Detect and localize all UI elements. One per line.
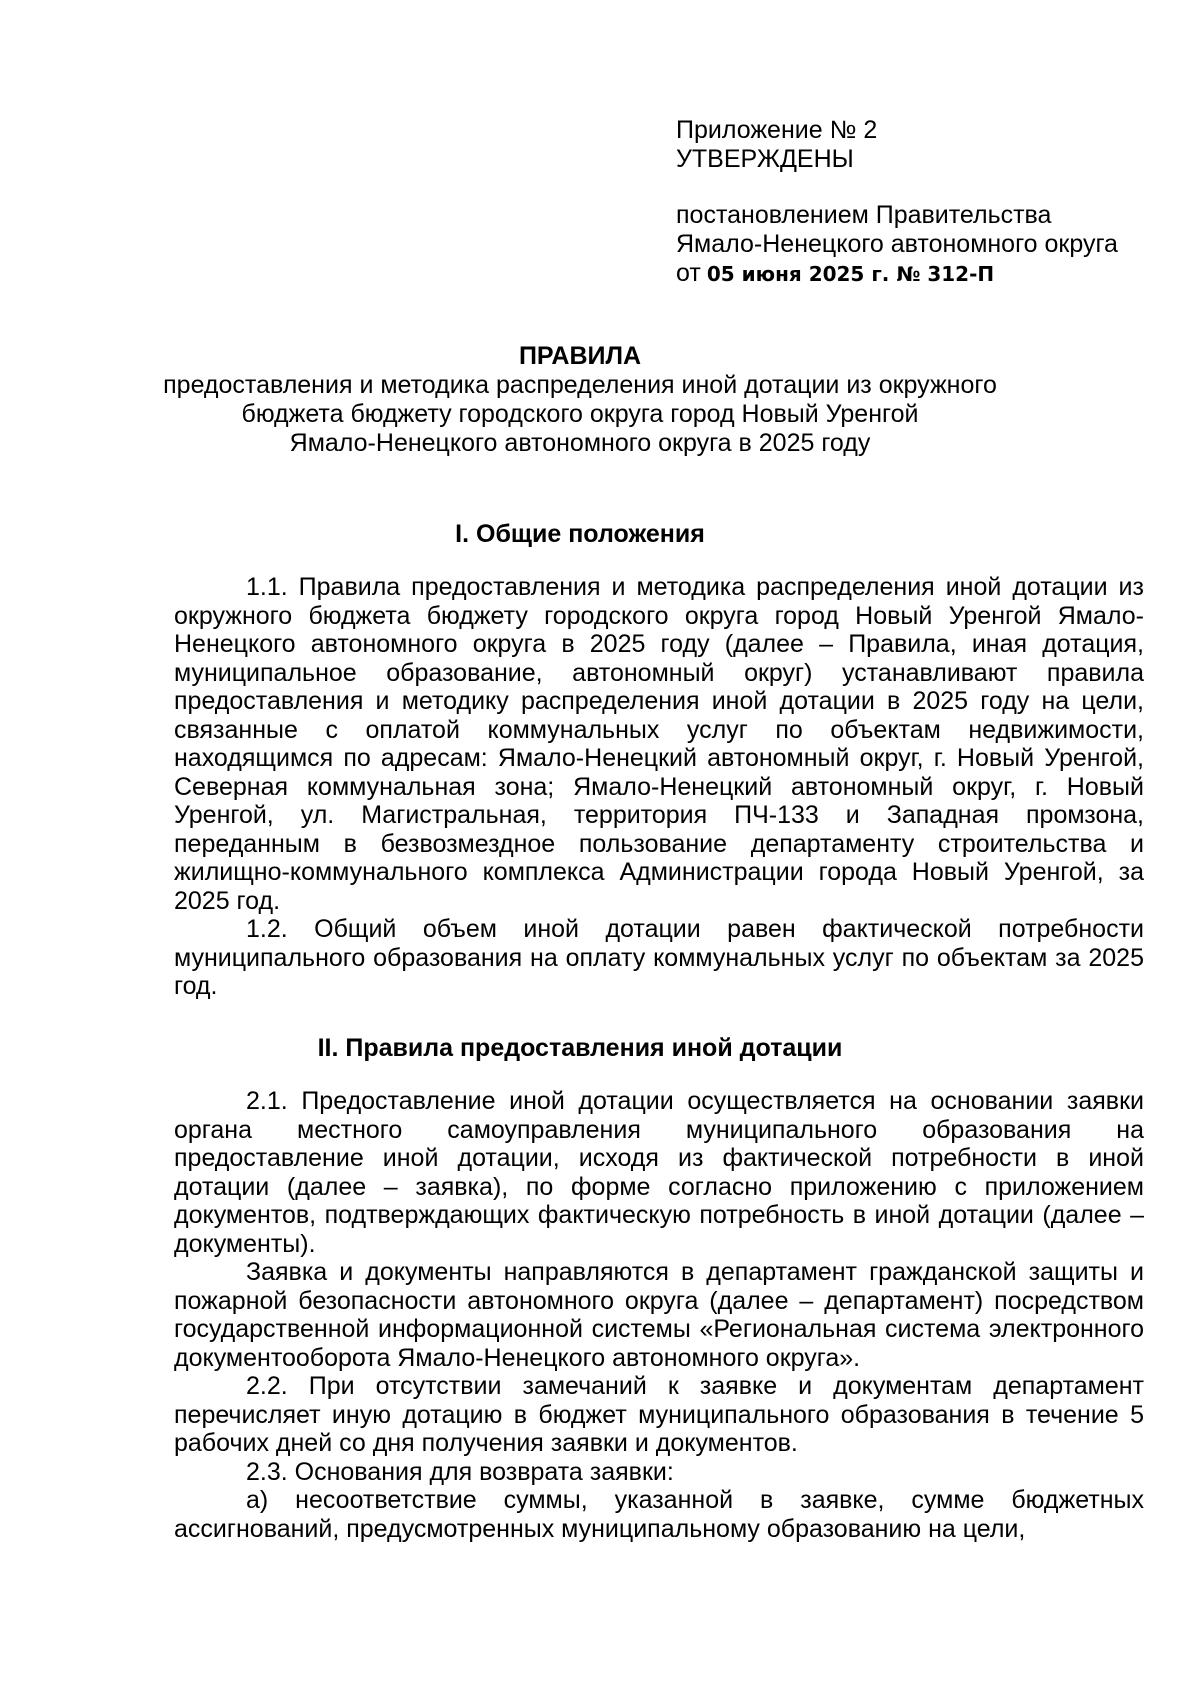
section-2-heading: II. Правила предоставления иной дотации (317, 1034, 843, 1062)
section-2-body (174, 1087, 1144, 1543)
approval-stamp (676, 116, 1156, 289)
title-main: ПРАВИЛА (518, 342, 642, 370)
decree-date-number: 05 июня 2025 г. № 312-П (706, 262, 995, 286)
resolution-label: постановлением Правительства (676, 201, 1052, 229)
title-line-1: предоставления и методика распределения иной дотации из окружного (163, 371, 997, 399)
document-title (150, 342, 1010, 458)
section-1-body (174, 573, 1144, 1001)
decree-prefix: от (676, 259, 701, 287)
title-line-2: бюджета бюджету городского округа город Новый Уренгой (241, 400, 919, 428)
section-1-heading: I. Общие положения (455, 520, 705, 548)
decree-line (676, 259, 1156, 289)
paragraph-2-1: 2.1. Предоставление иной дотации осуществляется на основании заявки органа местного самоуправления муниципального образования на предоставление иной дотации, исходя из фактической потребности в иной дотации (далее – заявка), по форме согласно приложению с приложением документов, подтверждающих фактическую потребность в иной дотации (далее – документы). (174, 1087, 1144, 1258)
paragraph-2-1-b: Заявка и документы направляются в департамент гражданской защиты и пожарной безопасности автономного округа (далее – департамент) посредством государственной информационной системы «Региональная система электронного документооборота Ямало-Ненецкого автономного округа». (174, 1258, 1144, 1372)
paragraph-2-3: 2.3. Основания для возврата заявки: (246, 1457, 674, 1486)
paragraph-1-1: 1.1. Правила предоставления и методика распределения иной дотации из окружного бюджета бюджету городского округа город Новый Уренгой Ямало-Ненецкого автономного округа в 2025 году (далее – Правила, иная дотация, муниципальное образование, автономный округ) устанавливают правила предоставления и методику распределения иной дотации в 2025 году на цели, связанные с оплатой коммунальных услуг по объектам недвижимости, находящимся по адресам: Ямало-Ненецкий автономный округ, г. Новый Уренгой, Северная коммунальная зона; Ямало-Ненецкий автономный округ, г. Новый Уренгой, ул. Магистральная, территория ПЧ-133 и Западная промзона, переданным в безвозмездное пользование департаменту строительства и жилищно-коммунального комплекса Администрации города Новый Уренгой, за 2025 год. (174, 573, 1144, 915)
paragraph-1-2: 1.2. Общий объем иной дотации равен фактической потребности муниципального образования на оплату коммунальных услуг по объектам за 2025 год. (174, 915, 1144, 1000)
paragraph-2-2: 2.2. При отсутствии замечаний к заявке и документам департамент перечисляет иную дотацию в бюджет муниципального образования в течение 5 рабочих дней со дня получения заявки и документов. (174, 1372, 1144, 1457)
appendix-number: Приложение № 2 (676, 116, 878, 144)
title-line-3: Ямало-Ненецкого автономного округа в 2025 году (289, 429, 871, 457)
paragraph-2-3-a: а) несоответствие суммы, указанной в заявке, сумме бюджетных ассигнований, предусмотренных муниципальному образованию на цели, (174, 1486, 1144, 1543)
government-name: Ямало-Ненецкого автономного округа (676, 230, 1118, 258)
approved-label: УТВЕРЖДЕНЫ (676, 145, 854, 173)
